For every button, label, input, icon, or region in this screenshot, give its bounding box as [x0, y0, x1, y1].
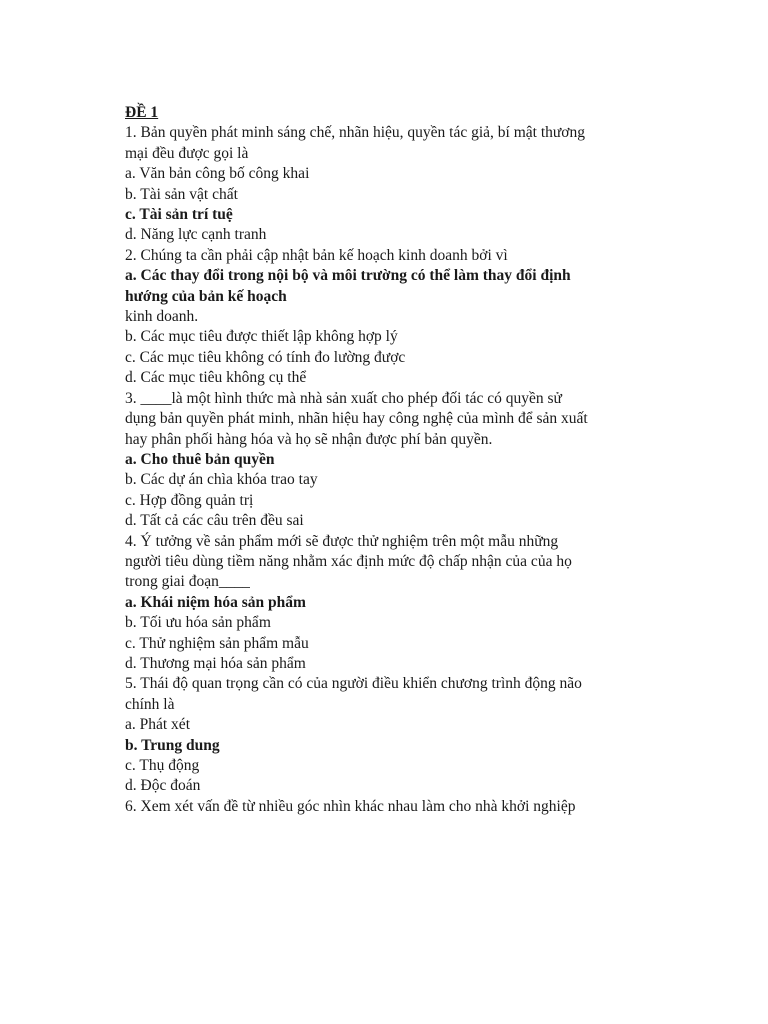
text-line: a. Văn bản công bố công khai — [125, 165, 310, 183]
text-line: d. Thương mại hóa sản phẩm — [125, 654, 306, 672]
text-line: a. Phát xét — [125, 716, 190, 734]
text-line: b. Các dự án chìa khóa trao tay — [125, 471, 318, 489]
text-line: b. Tối ưu hóa sản phẩm — [125, 614, 271, 632]
text-line: d. Các mục tiêu không cụ thể — [125, 369, 307, 387]
text-line: d. Độc đoán — [125, 777, 201, 795]
text-line: d. Năng lực cạnh tranh — [125, 226, 267, 244]
text-line: kinh doanh. — [125, 308, 199, 326]
text-line: 5. Thái độ quan trọng cần có của người điều khiển chương trình động não — [125, 675, 582, 693]
question-list — [125, 123, 625, 817]
document-title: ĐỀ 1 — [125, 104, 159, 121]
text-line: dụng bản quyền phát minh, nhãn hiệu hay công nghệ của mình để sản xuất — [125, 410, 588, 428]
text-line: b. Tài sản vật chất — [125, 185, 238, 203]
text-line: trong giai đoạn____ — [125, 573, 250, 591]
text-line: 6. Xem xét vấn đề từ nhiều góc nhìn khác nhau làm cho nhà khởi nghiệp — [125, 797, 576, 815]
answer-line-correct: a. Khái niệm hóa sản phẩm — [125, 593, 306, 611]
text-line: 4. Ý tưởng về sản phẩm mới sẽ được thử nghiệm trên một mẫu những — [125, 532, 559, 550]
text-line: c. Các mục tiêu không có tính đo lường được — [125, 348, 406, 366]
text-line: c. Thụ động — [125, 757, 200, 774]
document-content — [125, 103, 625, 817]
text-line: người tiêu dùng tiềm năng nhằm xác định mức độ chấp nhận của của họ — [125, 552, 572, 570]
text-line: c. Thử nghiệm sản phẩm mẫu — [125, 634, 309, 652]
answer-line-correct: c. Tài sản trí tuệ — [125, 206, 233, 224]
answer-line-correct: a. Cho thuê bản quyền — [125, 450, 275, 468]
text-line: 3. ____là một hình thức mà nhà sản xuất cho phép đối tác có quyền sử — [125, 389, 562, 407]
text-line: b. Các mục tiêu được thiết lập không hợp lý — [125, 328, 398, 346]
text-line: d. Tất cả các câu trên đều sai — [125, 512, 304, 530]
text-line: 1. Bản quyền phát minh sáng chế, nhãn hiệu, quyền tác giả, bí mật thương — [125, 124, 585, 142]
text-line: 2. Chúng ta cần phải cập nhật bản kế hoạch kinh doanh bởi vì — [125, 246, 508, 264]
text-line: mại đều được gọi là — [125, 144, 249, 162]
answer-line-correct: b. Trung dung — [125, 736, 220, 754]
text-line: chính là — [125, 695, 175, 713]
answer-line-correct: a. Các thay đổi trong nội bộ và môi trường có thể làm thay đổi định — [125, 267, 571, 285]
answer-line-correct: hướng của bản kế hoạch — [125, 287, 287, 305]
text-line: c. Hợp đồng quản trị — [125, 491, 254, 509]
text-line: hay phân phối hàng hóa và họ sẽ nhận được phí bản quyền. — [125, 430, 493, 448]
